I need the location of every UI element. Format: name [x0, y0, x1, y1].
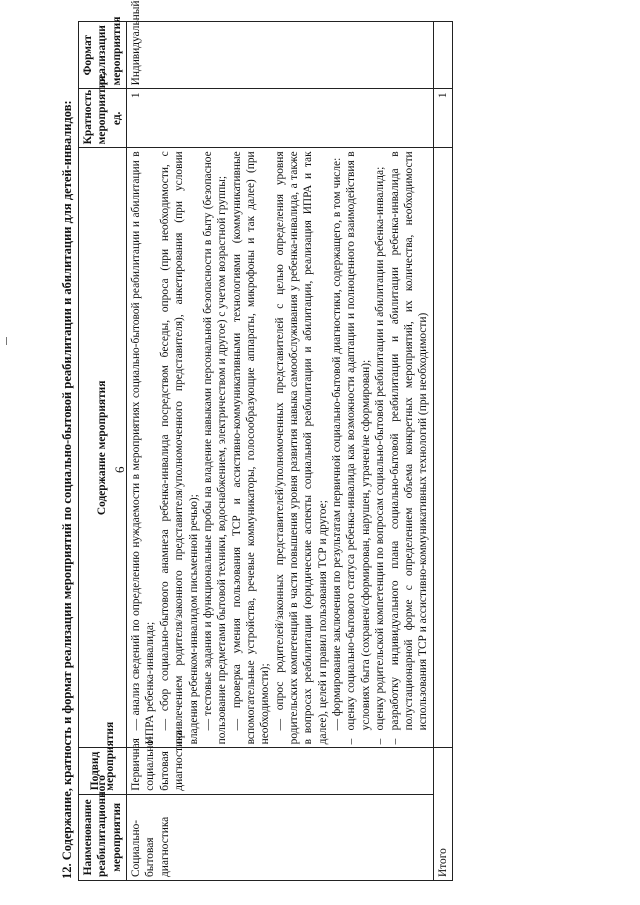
header-content: Содержание мероприятия: [79, 148, 127, 748]
cell-name: Социально-бытовая диагностика: [127, 794, 434, 880]
table-header-row: [79, 22, 127, 881]
list-item-text: оценку родительской компетенции по вопросам социально-бытовой реабилитации и абилитации ребенка-инвалида;: [374, 166, 387, 731]
header-subtype: Подвид мероприятия: [79, 748, 127, 794]
content-paragraph: — сбор социально-бытового анамнеза ребенка-инвалида посредством беседы, опроса (при необходимости, с привлечением родителя/законного представителя/уполномоченного представителя), анкетирования (при условии владения ребенком-инвалидом письменной речью);: [158, 151, 200, 745]
header-name: Наименование реабилитационного мероприятия: [79, 794, 127, 880]
cell-multiplicity: 1: [127, 89, 434, 148]
section-title: 12. Содержание, кратность и формат реализации мероприятий по социально-бытовой реабилитации и абилитации для детей-инвалидов:: [60, 100, 74, 879]
content-list-item: [388, 151, 431, 744]
header-multiplicity: Кратность мероприятия, ед.: [79, 89, 127, 148]
table-row: [127, 22, 434, 881]
content-paragraph: — анализ сведений по определению нуждаемости в мероприятиях социально-бытовой реабилитации и абилитации в ИПРА ребенка-инвалида;: [130, 151, 157, 745]
content-paragraph: — проверка умения пользования ТСР и ассистивно-коммуникативными технологиями (коммуникативные вспомогательные устройства, речевые коммуникаторы, голосообразующие аппараты, микрофоны и так далее) (при необходимости);: [230, 151, 272, 745]
header-format: Формат реализации мероприятия: [79, 22, 127, 89]
total-row: [433, 22, 452, 881]
content-list-item: [373, 151, 387, 744]
content-paragraph: — тестовые задания и функциональные пробы на владение навыками персональной безопасности в быту (безопасное пользование предметами бытовой техники, водоснабжением, электричеством и другое) с учетом возрастной группы;: [201, 151, 229, 745]
scan-mark: [6, 337, 7, 345]
content-paragraph: — опрос родителей/законных представителей/уполномоченных представителей с целью определения уровня родительских компетенций в части повышения уровня развития навыка самообслуживания у ребенка-инвалида, а также в вопросах реабилитации (юридические аспекты социальной реабилитации и абилитации, реализация ИПРА и так далее), целей и правил пользования ТСР и другое;: [273, 151, 329, 745]
cell-subtype: Первичная социально-бытовая диагностика: [127, 748, 434, 794]
list-bullet: –: [388, 738, 401, 745]
total-label: Итого: [433, 748, 452, 881]
total-empty-cell: [433, 148, 452, 748]
page-number: 6: [112, 466, 127, 473]
list-bullet: –: [345, 738, 358, 745]
total-format-cell: [433, 22, 452, 89]
total-multiplicity: 1: [433, 89, 452, 148]
list-bullet: –: [374, 738, 387, 745]
measures-table: [78, 0, 453, 881]
content-list-item: [344, 151, 373, 744]
cell-format: Индивидуальный: [127, 22, 434, 89]
content-paragraph: — формирование заключения по результатам первичной социально-бытовой диагностики, содержащего, в том числе:: [331, 157, 344, 731]
cell-content: [127, 148, 434, 748]
list-item-text: разработку индивидуального плана социально-бытовой реабилитации и абилитации ребенка-инвалида в полустационарной форме с определением объема конкретных мероприятий, их количества, необходимости использования ТСР и ассистивно-коммуникативных технологий (при необходимости): [388, 151, 430, 731]
list-item-text: оценку социально-бытового статуса ребенка-инвалида как возможности адаптации и полноценного взаимодействия в условиях быта (сохранен/сформирован, нарушен, утрачен/не сформирован);: [345, 151, 372, 731]
